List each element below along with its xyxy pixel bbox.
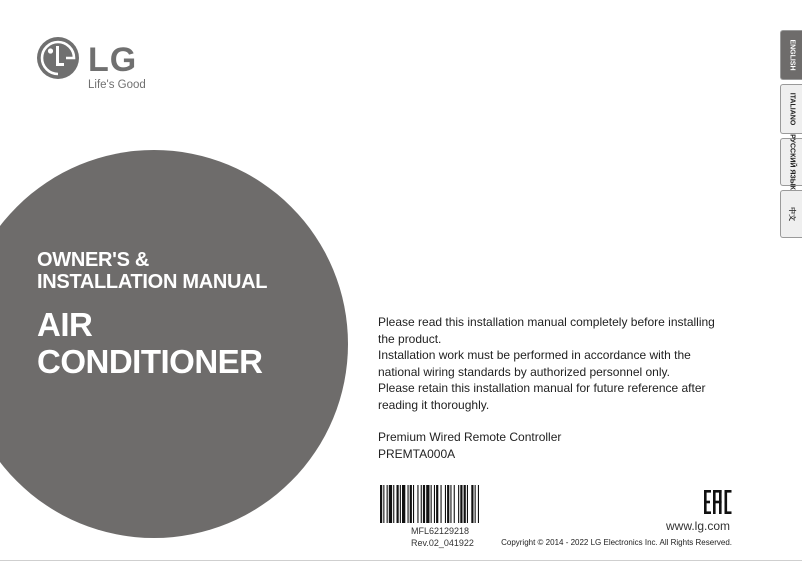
product-title xyxy=(37,306,263,380)
barcode-bar xyxy=(389,485,392,523)
barcode-bar xyxy=(471,485,473,523)
language-tab-italiano[interactable] xyxy=(780,84,802,134)
barcode-bar xyxy=(383,485,384,523)
model-info xyxy=(378,429,561,462)
installation-notice xyxy=(378,314,728,413)
language-tab-label: 中文 xyxy=(787,207,795,221)
copyright-text: Copyright © 2014 - 2022 LG Electronics Inc. All Rights Reserved. xyxy=(501,538,732,547)
barcode-bar xyxy=(380,485,382,523)
language-tab-label: ITALIANO xyxy=(788,92,795,126)
barcode-bar xyxy=(445,485,446,523)
barcode-bar xyxy=(475,485,476,523)
barcode-bar xyxy=(397,485,399,523)
barcode-bar xyxy=(431,485,432,523)
barcode-bar xyxy=(408,485,409,523)
eac-certification-mark xyxy=(704,490,732,514)
product-title-line: CONDITIONER xyxy=(37,343,263,380)
notice-paragraph: Please retain this installation manual for future reference after reading it thoroughly. xyxy=(378,381,706,412)
barcode-bar xyxy=(421,485,422,523)
manual-title-line: INSTALLATION MANUAL xyxy=(37,271,268,293)
barcode-numbers xyxy=(411,525,474,549)
language-tab-russian[interactable] xyxy=(780,134,802,190)
language-tab-english[interactable] xyxy=(780,30,802,80)
barcode-bar xyxy=(402,485,405,523)
product-title-line: AIR xyxy=(37,306,93,343)
part-number: MFL62129218 xyxy=(411,526,470,536)
barcode-bar xyxy=(410,485,412,523)
barcode-bar xyxy=(400,485,401,523)
barcode-bar xyxy=(450,485,451,523)
barcode-bar xyxy=(426,485,429,523)
barcode-bar xyxy=(467,485,468,523)
lg-face-icon xyxy=(36,36,80,80)
barcode-bar xyxy=(387,485,388,523)
model-code: PREMTA000A xyxy=(378,446,456,461)
barcode-bar xyxy=(423,485,425,523)
brand-name: LG xyxy=(88,41,138,79)
brand-tagline: Life's Good xyxy=(88,79,146,91)
language-tabs xyxy=(780,30,802,242)
barcode xyxy=(380,485,510,523)
website-link[interactable]: www.lg.com xyxy=(665,519,730,533)
language-tab-label: РУССКИЙ ЯЗЫК xyxy=(788,134,795,190)
notice-paragraph: Installation work must be performed in accordance with the national wiring standards by authorized personnel only. xyxy=(378,348,691,379)
notice-paragraph: Please read this installation manual completely before installing the product. xyxy=(378,315,715,346)
barcode-bar xyxy=(454,485,455,523)
barcode-bar xyxy=(434,485,435,523)
manual-title xyxy=(37,249,267,293)
barcode-bar xyxy=(436,485,438,523)
barcode-bar xyxy=(417,485,418,523)
barcode-bar xyxy=(464,485,466,523)
barcode-bar xyxy=(393,485,394,523)
barcode-bar xyxy=(447,485,449,523)
model-name: Premium Wired Remote Controller xyxy=(378,430,562,444)
page-bottom-line xyxy=(0,560,802,561)
barcode-bar xyxy=(460,485,462,523)
language-tab-label: ENGLISH xyxy=(788,39,795,71)
language-tab-chinese[interactable] xyxy=(780,190,802,238)
revision-number: Rev.02_041922 xyxy=(411,538,474,548)
barcode-bar xyxy=(478,485,479,523)
manual-title-line: OWNER'S & xyxy=(37,249,150,271)
barcode-bar xyxy=(413,485,414,523)
barcode-bar xyxy=(458,485,459,523)
barcode-bar xyxy=(441,485,442,523)
